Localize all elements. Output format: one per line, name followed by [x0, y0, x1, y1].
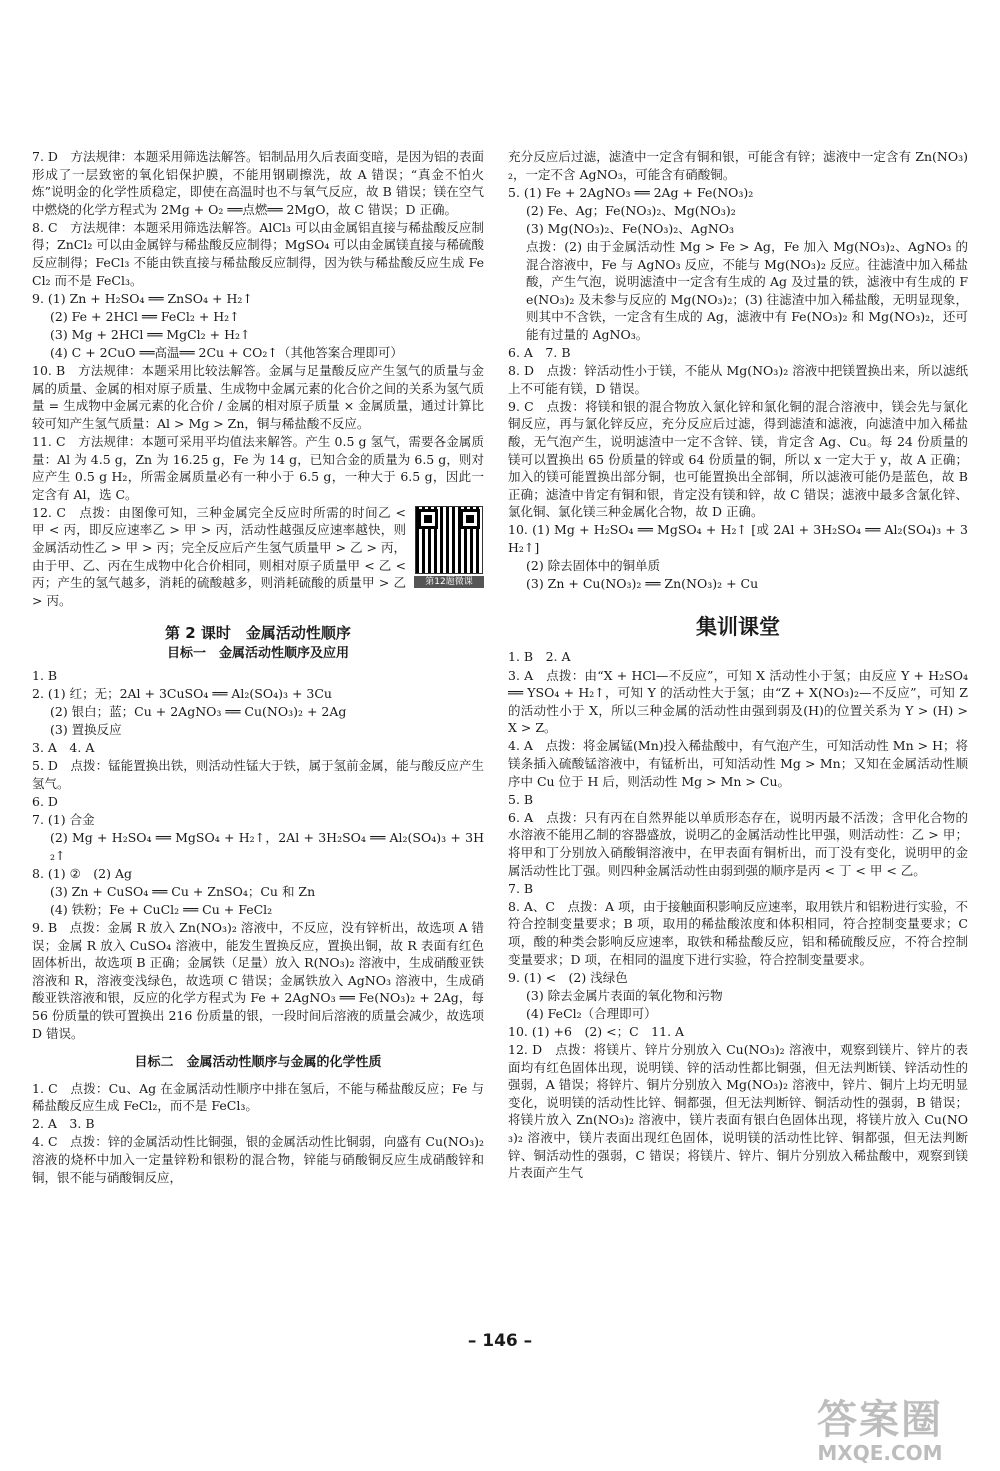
target-one-title: 目标一 金属活动性顺序及应用 [166, 646, 349, 662]
review-answer-1-2: 1. B 2. A [508, 649, 571, 665]
t1-answer-5: 5. D 点拨：锰能置换出铁，则活动性锰大于铁，属于氢前金属，能与酸反应产生氢气。 [32, 758, 484, 791]
review-answer-8: 8. A、C 点拨：A 项，由于接触面积影响反应速率，取用铁片和铝粉进行实验，不符合控制变量要求；B 项，取用的稀盐酸浓度和体积相同，符合控制变量要求；C 项，酸的种类会影响反应速率，取铁和稀盐酸反应，铝和稀硫酸反应，不符合控制变量要求；D 项，在相同的温度下进行实验，符合控制变量要求。 [508, 898, 968, 967]
t2-answer-8: 8. D 点拨：锌活动性小于镁，不能从 Mg(NO₃)₂ 溶液中把镁置换出来，所以滤纸上不可能有镁，D 错误。 [508, 363, 968, 396]
answer-11: 11. C 方法规律：本题可采用平均值法来解答。产生 0.5 g 氢气，需要各金属质量：Al 为 4.5 g，Zn 为 16.25 g，Fe 为 14 g，已知合金的质量为 6.5 g，则对应产生 0.5 g H₂，所需金属质量必有一种小于 6.5 g，一种大于 6.5 g，因此一定含有 Al，选 C。 [32, 434, 484, 502]
t1-answer-2-3: (3) 置换反应 [50, 721, 122, 737]
review-answer-12: 12. D 点拨：将镁片、锌片分别放入 Cu(NO₃)₂ 溶液中，观察到镁片、锌片的表面均有红色固体出现，说明镁、锌的活动性都比铜强，但无法判断镁、锌活动性的强弱，A 错误；将锌片、铜片分别放入 Mg(NO₃)₂ 溶液中，锌片、铜片上均无明显变化，说明镁的活动性比锌、铜都强，但无法判断锌、铜活动性的强弱，B 错误；将镁片放入 Zn(NO₃)₂ 溶液中，镁片表面有银白色固体出现，将镁片放入 Cu(NO₃)₂ 溶液中，镁片表面出现红色固体，说明镁的活动性比锌、铜都强，但无法判断锌、铜活动性的强弱，C 错误；将镁片、锌片、铜片分别放入稀盐酸中，观察到镁片表面产生气 [508, 1042, 968, 1181]
review-answer-3: 3. A 点拨：由“X + HCl—不反应”，可知 X 活动性小于氢；由反应 Y + H₂SO₄ ══ YSO₄ + H₂↑，可知 Y 的活动性大于氢；由“Z + X(NO₃)₂—不反应”，可知 Z 的活动性小于 X，所以三种金属的活动性由强到弱及(H)的位置关系为 Y > (H) > X > Z。 [508, 667, 968, 736]
t1-answer-2-2: (2) 银白；蓝；Cu + 2AgNO₃ ══ Cu(NO₃)₂ + 2Ag [50, 703, 347, 719]
review-answer-5: 5. B [508, 791, 534, 807]
answer-10: 10. B 方法规律：本题采用比较法解答。金属与足量酸反应产生氢气的质量与金属的质量、金属的相对原子质量、生成物中金属元素的化合价之间的关系为氢气质量 = 生成物中金属元素的化合价 / 金属的相对原子质量 × 金属质量，通过计算比较可知产生氢气质量：Al > Mg > Zn，铜与稀盐酸不反应。 [32, 363, 484, 431]
t2-answer-1: 1. C 点拨：Cu、Ag 在金属活动性顺序中排在氢后，不能与稀盐酸反应；Fe 与稀盐酸反应生成 FeCl₂，而不是 FeCl₃。 [32, 1080, 484, 1114]
answer-8: 8. C 方法规律：本题采用筛选法解答。AlCl₃ 可以由金属铝直接与稀盐酸反应制得；ZnCl₂ 可以由金属锌与稀盐酸反应制得；MgSO₄ 可以由金属镁直接与稀硫酸反应制得；FeCl₃ 不能由铁直接与稀盐酸反应制得，因为铁与稀盐酸反应生成 FeCl₂ 而不是 FeCl₃。 [32, 219, 484, 288]
review-answer-10-11: 10. (1) +6 (2) <；C 11. A [508, 1023, 685, 1039]
t2-answer-4: 4. C 点拨：锌的金属活动性比铜强，银的金属活动性比铜弱，向盛有 Cu(NO₃)₂ 溶液的烧杯中加入一定量锌粉和银粉的混合物，锌能与硝酸铜反应生成硝酸锌和铜，银不能与硝酸铜反应， [32, 1134, 484, 1185]
answer-7: 7. D 方法规律：本题采用筛选法解答。铝制品用久后表面变暗，是因为铝的表面形成了一层致密的氧化铝保护膜，不能用钢刷擦洗，故 A 错误；“真金不怕火炼”说明金的化学性质稳定，即使在高温时也不与氧气反应，故 B 错误；镁在空气中燃烧的化学方程式为 2Mg + O₂ ══点燃══ 2MgO，故 C 错误；D 正确。 [32, 149, 484, 217]
answer-9-2: (2) Fe + 2HCl ══ FeCl₂ + H₂↑ [50, 308, 240, 324]
t1-answer-8-3: (3) Zn + CuSO₄ ══ Cu + ZnSO₄；Cu 和 Zn [50, 883, 316, 899]
answer-9-1: 9. (1) Zn + H₂SO₄ ══ ZnSO₄ + H₂↑ [32, 290, 253, 306]
right-column [508, 148, 968, 1182]
review-answer-9-3: (3) 除去金属片表面的氧化物和污物 [526, 987, 723, 1003]
answer-9-3: (3) Mg + 2HCl ══ MgCl₂ + H₂↑ [50, 326, 251, 342]
t1-answer-8-4: (4) 铁粉；Fe + CuCl₂ ══ Cu + FeCl₂ [50, 901, 273, 917]
t2-answer-5-hint: 点拨：(2) 由于金属活动性 Mg > Fe > Ag，Fe 加入 Mg(NO₃)₂、AgNO₃ 的混合溶液中，Fe 与 AgNO₃ 反应，不能与 Mg(NO₃)₂ 反应。往滤渣中加入稀盐酸，产生气泡，说明滤渣中一定含有生成的 Ag 及过量的铁，滤液中有生成的 Fe(NO₃)₂ 及未参与反应的 Mg(NO₃)₂；(3) 往滤渣中加入稀盐酸，无明显现象，则其中不含铁，一定含有生成的 Ag，滤液中有 Fe(NO₃)₂ 和 Mg(NO₃)₂，还可能有过量的 AgNO₃。 [526, 238, 968, 342]
t1-answer-7-2: (2) Mg + H₂SO₄ ══ MgSO₄ + H₂↑，2Al + 3H₂SO₄ ══ Al₂(SO₄)₃ + 3H₂↑ [50, 829, 484, 863]
watermark-logo: 答案圈 [817, 1397, 943, 1443]
t1-answer-8-1: 8. (1) ② (2) Ag [32, 865, 132, 881]
review-answer-9-1: 9. (1) < (2) 浅绿色 [508, 969, 628, 985]
review-answer-6: 6. A 点拨：只有丙在自然界能以单质形态存在，说明丙最不活泼；含甲化合物的水溶液不能用乙制的容器盛放，说明乙的金属活动性比甲强，则活动性：乙 > 甲；将甲和丁分别放入硝酸铜溶液中，在甲表面有铜析出，而丁没有变化，说明甲的金属活动性比丁强。则四种金属活动性由弱到强的顺序是丙 < 丁 < 甲 < 乙。 [508, 809, 968, 878]
t2-answer-10-1: 10. (1) Mg + H₂SO₄ ══ MgSO₄ + H₂↑ [或 2Al + 3H₂SO₄ ══ Al₂(SO₄)₃ + 3H₂↑] [508, 522, 968, 556]
review-answer-7: 7. B [508, 880, 534, 896]
t2-answer-6-7: 6. A 7. B [508, 345, 571, 361]
t2-answer-10-3: (3) Zn + Cu(NO₃)₂ ══ Zn(NO₃)₂ + Cu [526, 576, 759, 592]
watermark-url: MXQE.COM [817, 1441, 943, 1465]
qr-code-icon [415, 506, 483, 574]
t2-answer-4-cont: 充分反应后过滤，滤渣中一定含有铜和银，可能含有锌；滤液中一定含有 Zn(NO₃)₂，一定不含 AgNO₃，可能含有硝酸铜。 [508, 149, 968, 182]
answer-9-4: (4) C + 2CuO ══高温══ 2Cu + CO₂↑（其他答案合理即可） [50, 345, 403, 361]
review-answer-4: 4. A 点拨：将金属锰(Mn)投入稀盐酸中，有气泡产生，可知活动性 Mn > H；将镁条插入硫酸锰溶液中，有锰析出，可知活动性 Mg > Mn；又知在金属活动性顺序中 Cu 位于 H 后，则活动性 Mg > Mn > Cu。 [508, 738, 968, 789]
t2-answer-2-3: 2. A 3. B [32, 1116, 95, 1132]
t1-answer-9: 9. B 点拨：金属 R 放入 Zn(NO₃)₂ 溶液中，不反应，没有锌析出，故选项 A 错误；金属 R 放入 CuSO₄ 溶液中，能发生置换反应，置换出铜，故 R 表面有红色固体析出，故选项 B 正确；金属铁（足量）放入 R(NO₃)₂ 溶液中，生成硝酸亚铁溶液和 R，溶液变浅绿色，故选项 C 错误；金属铁放入 AgNO₃ 溶液中，生成硝酸亚铁溶液和银，反应的化学方程式为 Fe + 2AgNO₃ ══ Fe(NO₃)₂ + 2Ag，每 56 份质量的铁可置换出 216 份质量的银，一段时间后溶液的质量会减少，故选项 D 错误。 [32, 919, 484, 1041]
t2-answer-5-1: 5. (1) Fe + 2AgNO₃ ══ 2Ag + Fe(NO₃)₂ [508, 184, 754, 200]
qr-caption: 第12题微课 [414, 576, 484, 588]
t1-answer-1: 1. B [32, 667, 58, 683]
t2-answer-5-2: (2) Fe、Ag；Fe(NO₃)₂、Mg(NO₃)₂ [526, 202, 736, 218]
target-two-title: 目标二 金属活动性顺序与金属的化学性质 [134, 1055, 382, 1071]
t1-answer-3-4: 3. A 4. A [32, 740, 95, 755]
t2-answer-9: 9. C 点拨：将镁和银的混合物放入氯化锌和氯化铜的混合溶液中，镁会先与氯化铜反应，再与氯化锌反应，充分反应后过滤，得到滤渣和滤液，向滤渣中加入稀盐酸，无气泡产生，说明滤渣中一定不含锌、镁，肯定含 Ag、Cu。每 24 份质量的镁可以置换出 65 份质量的锌或 64 份质量的铜，所以 x 一定大于 y，故 A 正确；加入的镁可能置换出部分铜，也可能置换出全部铜，所以滤液可能仍是蓝色，故 B 正确；滤渣中肯定有铜和银，肯定没有镁和锌，故 C 错误；滤液中最多含氯化锌、氯化铜、氯化镁三种金属化合物，故 D 正确。 [508, 398, 968, 520]
t2-answer-5-3: (3) Mg(NO₃)₂、Fe(NO₃)₂、AgNO₃ [526, 220, 735, 236]
left-column [32, 148, 484, 1187]
t1-answer-6: 6. D [32, 793, 58, 809]
t2-answer-10-2: (2) 除去固体中的铜单质 [526, 558, 661, 574]
page-number: – 146 – [467, 1331, 533, 1351]
t1-answer-7-1: 7. (1) 合金 [32, 811, 95, 827]
micro-lesson-qr[interactable] [414, 506, 484, 588]
section-title: 集训课堂 [696, 614, 780, 639]
review-answer-9-4: (4) FeCl₂（合理即可） [526, 1005, 657, 1021]
answer-12: 12. C 点拨：由图像可知，三种金属完全反应时所需的时间乙 < 甲 < 丙，即反应速率乙 > 甲 > 丙，活动性越强反应速率越快，则金属活动性乙 > 甲 > 丙；完全反应后产生氢气质量甲 > 乙 > 丙，由于甲、乙、丙在生成物中化合价相同，则相对原子质量甲 < 乙 < 丙；产生的氢气越多，消耗的硫酸越多，则消耗硫酸的质量甲 > 乙 > 丙。 [32, 504, 406, 608]
site-watermark [790, 1397, 970, 1465]
lesson-title: 第 2 课时 金属活动性顺序 [165, 624, 351, 643]
t1-answer-2-1: 2. (1) 红；无；2Al + 3CuSO₄ ══ Al₂(SO₄)₃ + 3Cu [32, 685, 332, 701]
